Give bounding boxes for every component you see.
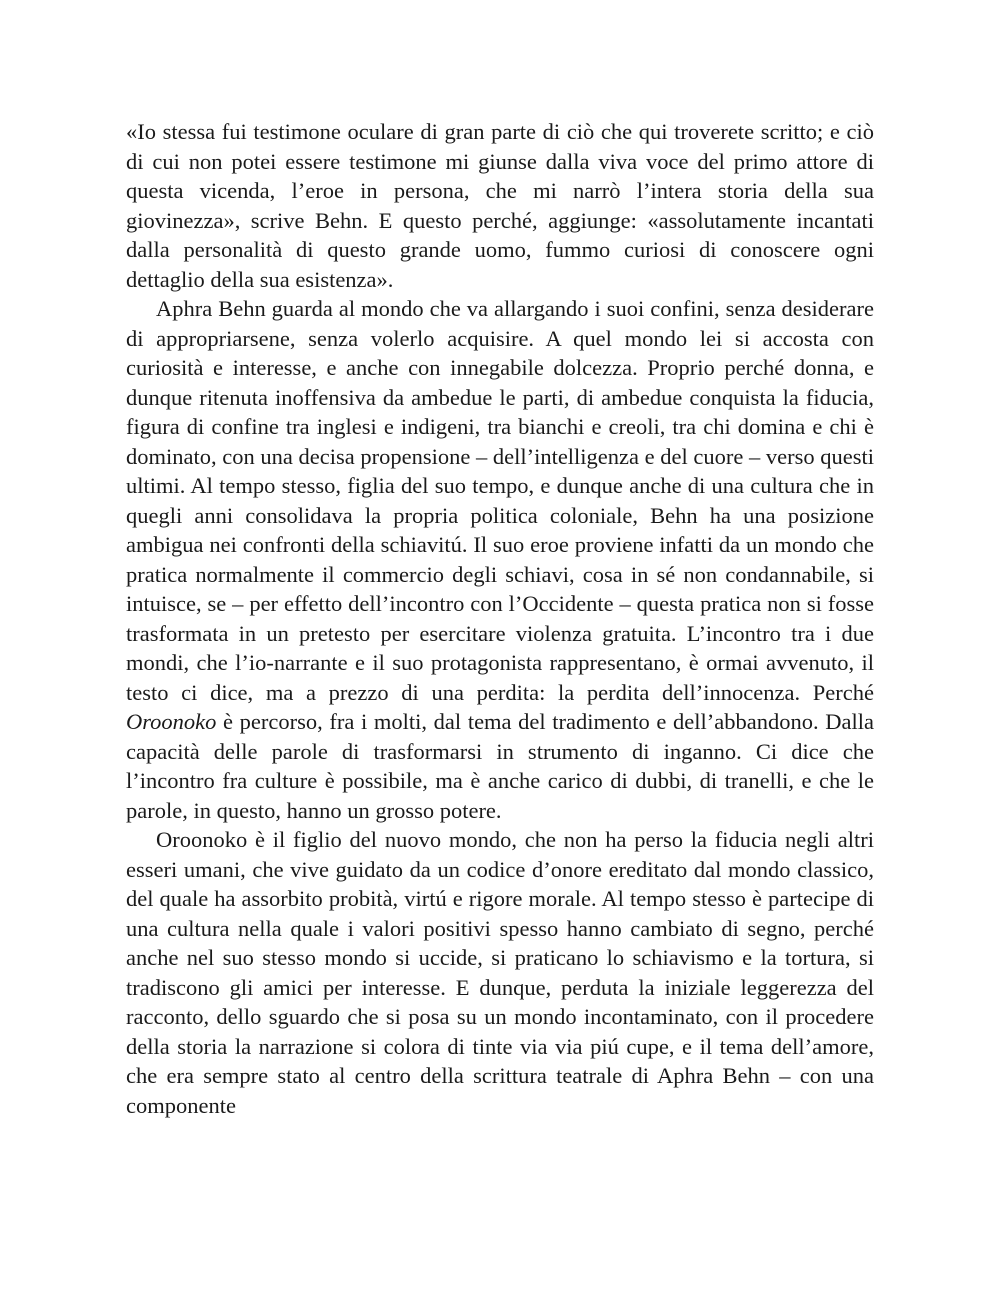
document-page xyxy=(126,117,874,1120)
paragraph-aphra-behn-worldview xyxy=(126,294,874,825)
paragraph-behn-quote: «Io stessa fui testimone oculare di gran parte di ciò che qui troverete scritto; e ciò di cui non potei essere testimone mi giunse dalla viva voce del primo attore di questa vicenda, l’eroe in persona, che mi narrò l’intera storia della sua giovinezza», scrive Behn. E questo perché, aggiunge: «assolutamente incantati dalla personalità di questo grande uomo, fummo curiosi di conoscere ogni dettaglio della sua esistenza». xyxy=(126,119,874,292)
book-title-oroonoko: Oroonoko xyxy=(126,709,217,734)
paragraph-text-before-title: Aphra Behn guarda al mondo che va allargando i suoi confini, senza desiderare di appropriarsene, senza volerlo acquisire. A quel mondo lei si accosta con curiosità e interesse, e anche con innegabile dolcezza. Proprio perché donna, e dunque ritenuta inoffensiva da ambedue le parti, di ambedue conquista la fiducia, figura di confine tra inglesi e indigeni, tra bianchi e creoli, tra chi domina e chi è dominato, con una decisa propensione – dell’intelligenza e del cuore – verso questi ultimi. Al tempo stesso, figlia del suo tempo, e dunque anche di una cultura che in quegli anni consolidava la propria politica coloniale, Behn ha una posizione ambigua nei confronti della schiavitú. Il suo eroe proviene infatti da un mondo che pratica normalmente il commercio degli schiavi, cosa in sé non condannabile, si intuisce, se – per effetto dell’incontro con l’Occidente – questa pratica non si fosse trasformata in un pretesto per esercitare violenza gratuita. L’incontro tra i due mondi, che l’io-narrante e il suo protagonista rappresentano, è ormai avvenuto, il testo ci dice, ma a prezzo di una perdita: la perdita dell’innocenza. Perché xyxy=(126,296,874,705)
paragraph-oroonoko-character: Oroonoko è il figlio del nuovo mondo, che non ha perso la fiducia negli altri esseri umani, che vive guidato da un codice d’onore ereditato dal mondo classico, del quale ha assorbito probità, virtú e rigore morale. Al tempo stesso è partecipe di una cultura nella quale i valori positivi spesso hanno cambiato di segno, perché anche nel suo stesso mondo si uccide, si praticano lo schiavismo e la tortura, si tradiscono gli amici per interesse. E dunque, perduta la iniziale leggerezza del racconto, dello sguardo che si posa su un mondo incontaminato, con il procedere della storia la narrazione si colora di tinte via via piú cupe, e il tema dell’amore, che era sempre stato al centro della scrittura teatrale di Aphra Behn – con una componente xyxy=(126,827,874,1118)
paragraph-text-after-title: è percorso, fra i molti, dal tema del tradimento e dell’abbandono. Dalla capacità delle parole di trasformarsi in strumento di inganno. Ci dice che l’incontro fra culture è possibile, ma è anche carico di dubbi, di tranelli, e che le parole, in questo, hanno un grosso potere. xyxy=(126,709,874,823)
